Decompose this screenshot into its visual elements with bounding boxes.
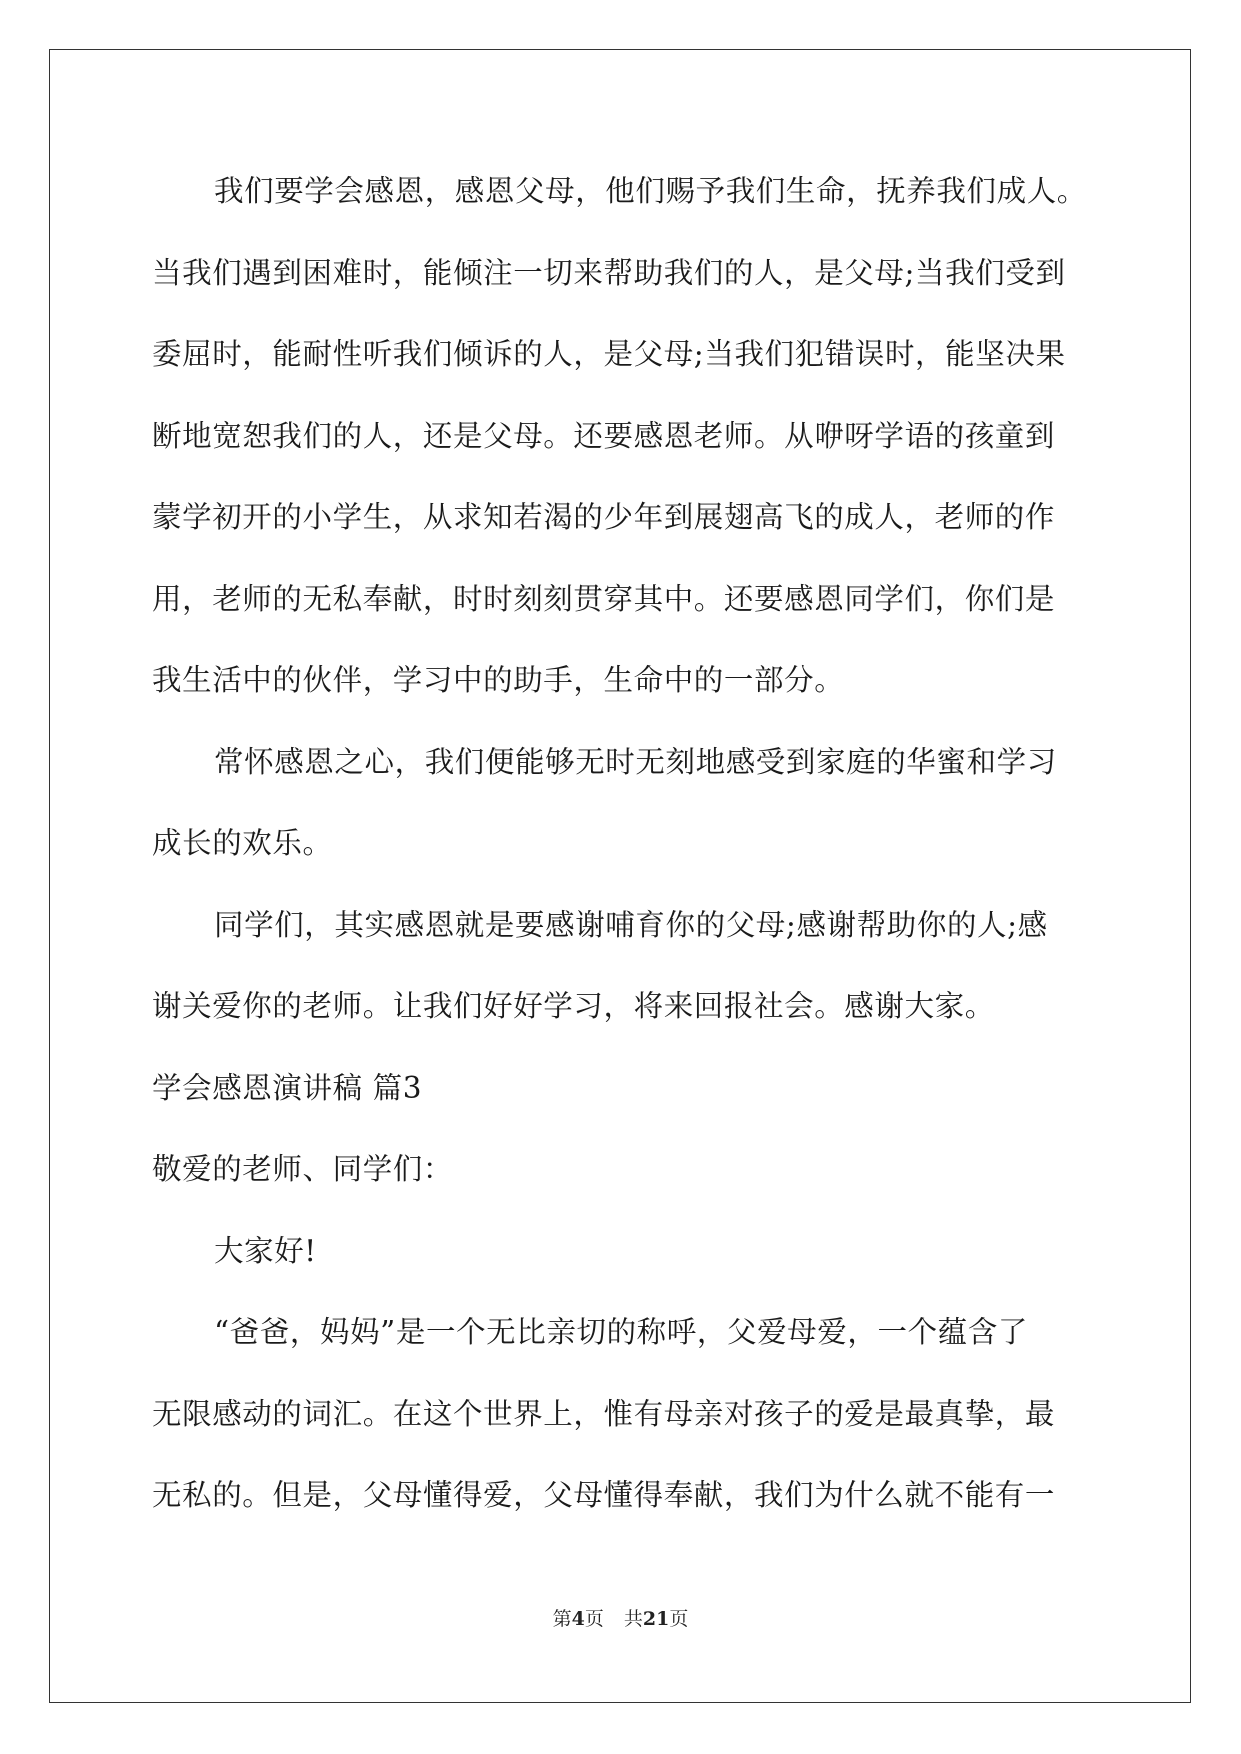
paragraph-line: 我们要学会感恩，感恩父母，他们赐予我们生命，抚养我们成人。 xyxy=(214,174,1087,208)
greeting: 大家好! xyxy=(214,1233,317,1268)
paragraph-line: 成长的欢乐。 xyxy=(152,826,333,860)
paragraph-line: 断地宽恕我们的人，还是父母。还要感恩老师。从咿呀学语的孩童到 xyxy=(152,418,1056,453)
page-number: 4 xyxy=(571,1608,585,1630)
section-heading: 学会感恩演讲稿 篇3 xyxy=(152,1070,423,1105)
paragraph-line: 无私的。但是，父母懂得爱，父母懂得奉献，我们为什么就不能有一 xyxy=(152,1478,1056,1512)
paragraph-line: 常怀感恩之心，我们便能够无时无刻地感受到家庭的华蜜和学习 xyxy=(214,744,1057,779)
paragraph-line: 用，老师的无私奉献，时时刻刻贯穿其中。还要感恩同学们，你们是 xyxy=(152,581,1056,616)
total-suffix: 页 xyxy=(669,1608,689,1630)
page-suffix: 页 xyxy=(584,1608,604,1630)
paragraph-line: 谢关爱你的老师。让我们好好学习，将来回报社会。感谢大家。 xyxy=(152,989,995,1023)
paragraph-line: 无限感动的词汇。在这个世界上，惟有母亲对孩子的爱是最真挚，最 xyxy=(152,1396,1056,1431)
page-prefix: 第 xyxy=(552,1608,572,1630)
document-body xyxy=(152,165,1092,1551)
total-prefix: 共 xyxy=(623,1608,643,1630)
paragraph-line: “爸爸，妈妈”是一个无比亲切的称呼，父爱母爱，一个蕴含了 xyxy=(214,1315,1028,1349)
paragraph-line: 当我们遇到困难时，能倾注一切来帮助我们的人，是父母;当我们受到 xyxy=(152,255,1066,290)
paragraph-line: 同学们，其实感恩就是要感谢哺育你的父母;感谢帮助你的人;感 xyxy=(214,907,1048,942)
paragraph-line: 蒙学初开的小学生，从求知若渴的少年到展翅高飞的成人，老师的作 xyxy=(152,500,1056,534)
paragraph-line: 委屈时，能耐性听我们倾诉的人，是父母;当我们犯错误时，能坚决果 xyxy=(152,337,1066,371)
salutation: 敬爱的老师、同学们： xyxy=(152,1152,454,1186)
total-pages: 21 xyxy=(642,1608,670,1630)
page-footer xyxy=(0,1604,1241,1631)
paragraph-line: 我生活中的伙伴，学习中的助手，生命中的一部分。 xyxy=(152,663,845,697)
